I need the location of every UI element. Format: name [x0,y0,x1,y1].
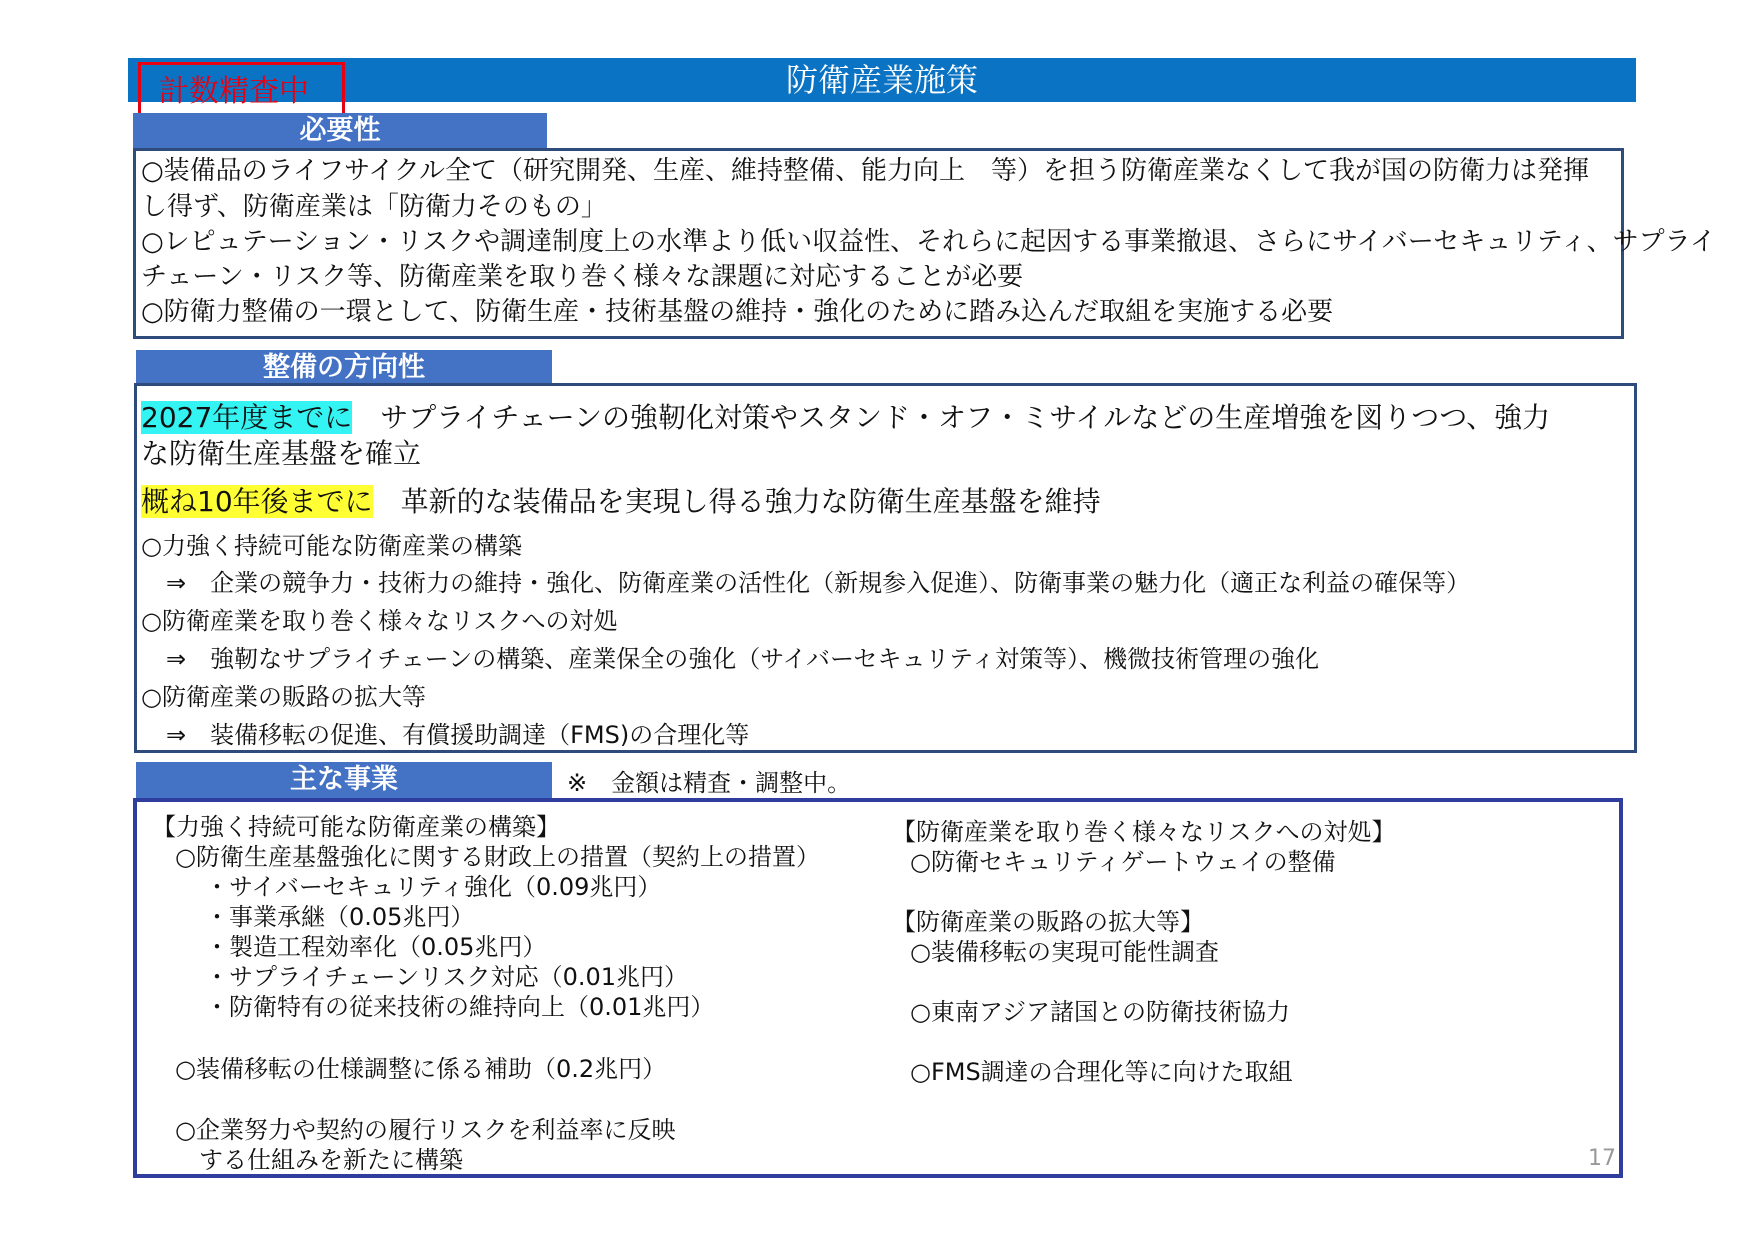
left-heading: 【力強く持続可能な防衛産業の構築】 [152,813,560,841]
goal-2027-text: サプライチェーンの強靭化対策やスタンド・オフ・ミサイルなどの生産増強を図りつつ、強力 [352,401,1551,434]
right-item: ○東南アジア諸国との防衛技術協力 [910,998,1290,1026]
page-number: 17 [1588,1146,1616,1171]
direction-label: 整備の方向性 [136,350,552,386]
left-item: ○装備移転の仕様調整に係る補助（0.2兆円） [175,1055,667,1083]
necessity-line: ○防衛力整備の一環として、防衛生産・技術基盤の維持・強化のために踏み込んだ取組を実施する必要 [141,297,1334,327]
left-item-cont: する仕組みを新たに構築 [199,1146,463,1174]
direction-subitem: ⇒ 強靭なサプライチェーンの構築、産業保全の強化（サイバーセキュリティ対策等）、機微技術管理の強化 [166,645,1320,673]
projects-note: ※ 金額は精査・調整中。 [567,769,852,797]
right-item: ○防衛セキュリティゲートウェイの整備 [910,848,1336,876]
necessity-line: ○装備品のライフサイクル全て（研究開発、生産、維持整備、能力向上 等）を担う防衛産業なくして我が国の防衛力は発揮 [141,156,1590,186]
direction-item: ○防衛産業の販路の拡大等 [141,683,426,711]
right-item: ○装備移転の実現可能性調査 [910,938,1219,966]
necessity-line: し得ず、防衛産業は「防衛力そのもの」 [141,192,607,222]
left-subitem: ・サイバーセキュリティ強化（0.09兆円） [205,873,662,901]
direction-subitem: ⇒ 企業の競争力・技術力の維持・強化、防衛産業の活性化（新規参入促進）、防衛事業の魅力化（適正な利益の確保等） [166,569,1471,597]
necessity-label: 必要性 [133,113,547,149]
right-heading: 【防衛産業の販路の拡大等】 [892,908,1204,936]
direction-goal-2027 [141,396,1550,436]
left-subitem: ・製造工程効率化（0.05兆円） [205,933,547,961]
left-item: ○防衛生産基盤強化に関する財政上の措置（契約上の措置） [175,843,820,871]
status-stamp: 計数精査中 [138,62,345,118]
page-title: 防衛産業施策 [785,61,978,99]
necessity-line: ○レピュテーション・リスクや調達制度上の水準より低い収益性、それらに起因する事業撤退、さらにサイバーセキュリティ、サプライ [141,227,1716,257]
goal-10yr-highlight: 概ね10年後までに [141,485,373,518]
direction-item: ○防衛産業を取り巻く様々なリスクへの対処 [141,607,618,635]
right-item: ○FMS調達の合理化等に向けた取組 [910,1058,1293,1086]
left-subitem: ・サプライチェーンリスク対応（0.01兆円） [205,963,689,991]
projects-label: 主な事業 [136,762,552,798]
direction-goal-10yr [141,480,1101,520]
left-item: ○企業努力や契約の履行リスクを利益率に反映 [175,1116,676,1144]
left-subitem: ・防衛特有の従来技術の維持向上（0.01兆円） [205,993,715,1021]
direction-subitem: ⇒ 装備移転の促進、有償援助調達（FMS)の合理化等 [166,721,750,749]
direction-item: ○力強く持続可能な防衛産業の構築 [141,532,522,560]
goal-2027-highlight: 2027年度までに [141,401,353,434]
goal-2027-continuation: な防衛生産基盤を確立 [141,437,422,470]
goal-10yr-text: 革新的な装備品を実現し得る強力な防衛生産基盤を維持 [372,485,1101,518]
right-heading: 【防衛産業を取り巻く様々なリスクへの対処】 [892,818,1396,846]
left-subitem: ・事業承継（0.05兆円） [205,903,475,931]
necessity-line: チェーン・リスク等、防衛産業を取り巻く様々な課題に対応することが必要 [141,262,1024,292]
